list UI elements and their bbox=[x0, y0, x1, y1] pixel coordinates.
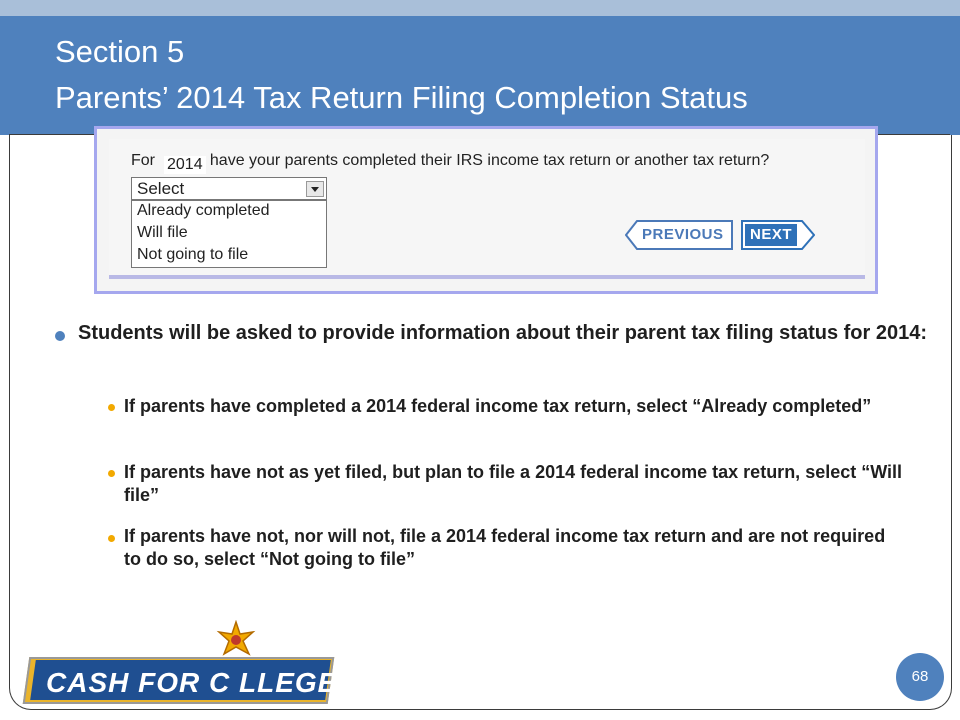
section-title: Section 5 bbox=[55, 34, 185, 69]
form-screenshot bbox=[94, 126, 878, 294]
next-label: NEXT bbox=[750, 226, 793, 243]
previous-button[interactable] bbox=[625, 220, 733, 250]
bullet-marker bbox=[55, 331, 65, 341]
star-icon bbox=[216, 620, 256, 660]
sub-bullet-1: If parents have completed a 2014 federal income tax return, select “Already completed” bbox=[124, 396, 872, 416]
next-button[interactable] bbox=[741, 220, 815, 250]
sub-bullet-marker bbox=[108, 470, 115, 477]
option-not-going-to-file[interactable]: Not going to file bbox=[137, 246, 249, 263]
previous-label: PREVIOUS bbox=[642, 226, 724, 243]
sub-bullet-2: If parents have not as yet filed, but plan to file a 2014 federal income tax return, select “Will file” bbox=[124, 462, 903, 505]
select-current-value: Select bbox=[137, 179, 185, 198]
form-panel bbox=[109, 139, 865, 279]
option-already-completed[interactable]: Already completed bbox=[137, 202, 270, 219]
title-band bbox=[0, 16, 960, 135]
cash-for-college-logo bbox=[20, 620, 340, 714]
question-prefix: For bbox=[131, 152, 155, 169]
tax-status-select[interactable] bbox=[131, 177, 327, 200]
top-accent-strip bbox=[0, 0, 960, 16]
question-suffix: have your parents completed their IRS income tax return or another tax return? bbox=[209, 152, 770, 169]
sub-bullet-marker bbox=[108, 404, 115, 411]
select-options-list[interactable] bbox=[131, 200, 327, 268]
question-year-field: 2014 bbox=[164, 156, 206, 174]
chevron-down-icon[interactable] bbox=[306, 181, 324, 197]
page-number: 68 bbox=[896, 653, 944, 701]
main-bullet-text: Students will be asked to provide information about their parent tax filing status for 2014: bbox=[78, 322, 928, 344]
question-text bbox=[131, 152, 769, 170]
logo-text: CASH FOR C LLEGE bbox=[46, 667, 338, 698]
sub-bullet-marker bbox=[108, 535, 115, 542]
option-will-file[interactable]: Will file bbox=[137, 224, 188, 241]
sub-bullet-3: If parents have not, nor will not, file a 2014 federal income tax return and are not required to do so, select “Not going to file” bbox=[124, 526, 886, 569]
slide-title: Parents’ 2014 Tax Return Filing Completion Status bbox=[55, 80, 748, 115]
